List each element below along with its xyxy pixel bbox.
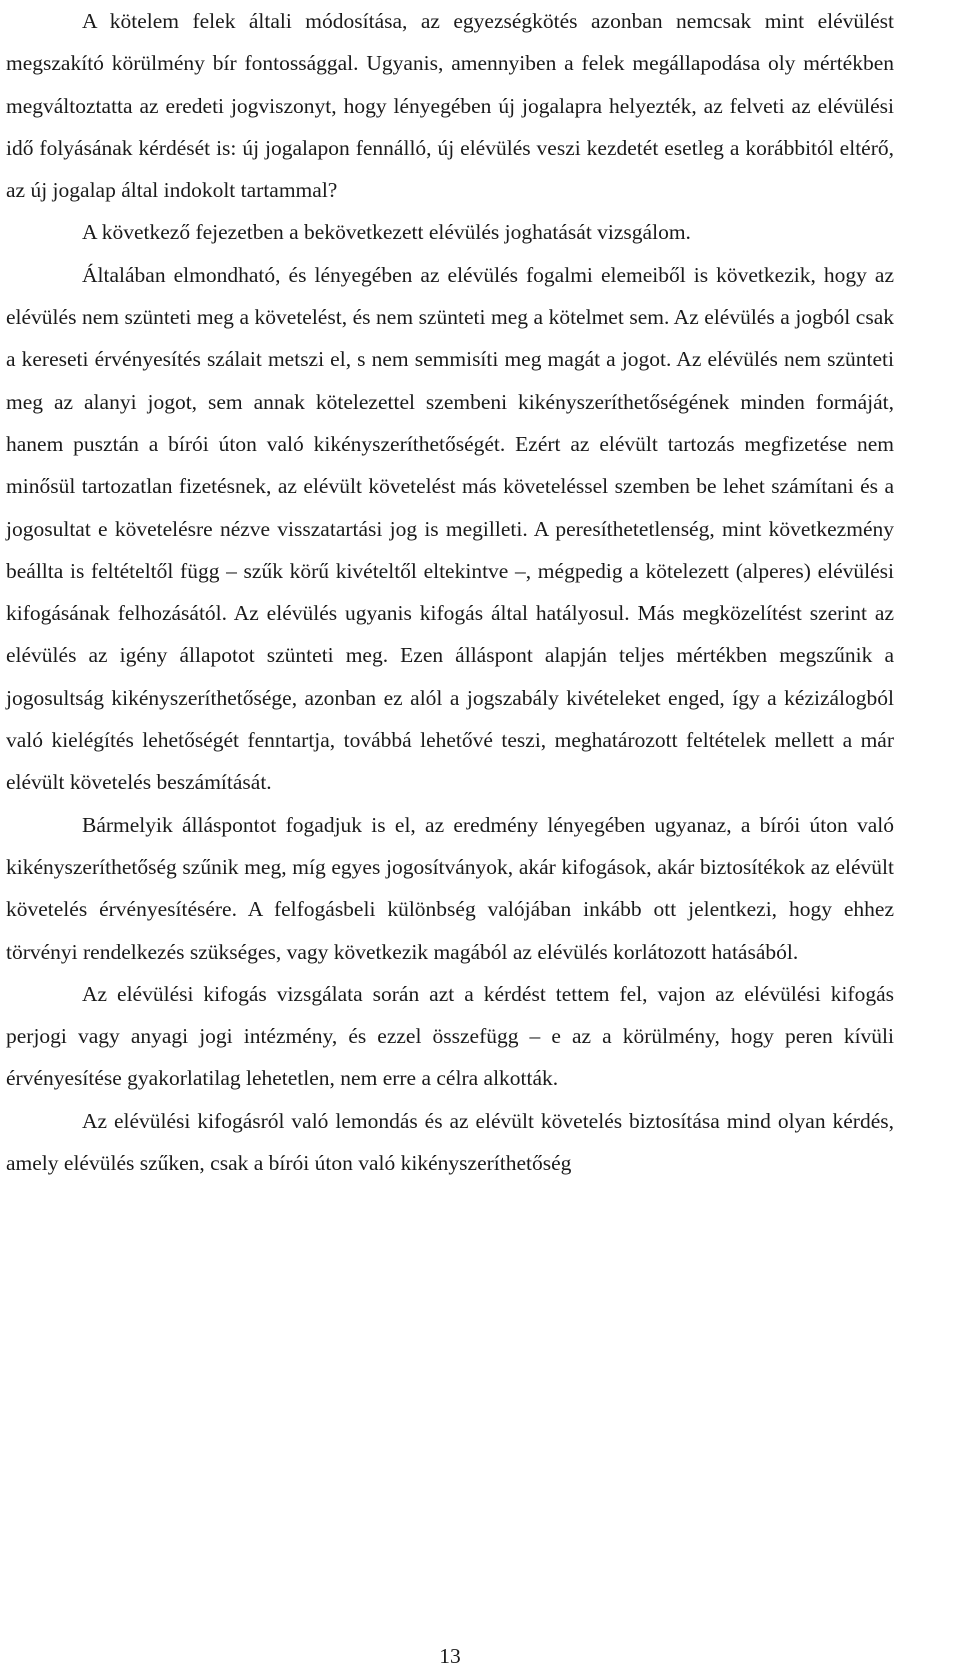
document-body xyxy=(6,0,894,1184)
page-number: 13 xyxy=(439,1644,461,1668)
paragraph-either-view: Bármelyik álláspontot fogadjuk is el, az eredmény lényegében ugyanaz, a bírói úton való kikényszeríthetőség szűnik meg, míg egyes jogosítványok, akár kifogások, akár biztosítékok az elévült követelés érvényesítésére. A felfogásbeli különbség valójában inkább ott jelentkezi, hogy ehhez törvényi rendelkezés szükséges, vagy következik magából az elévülés korlátozott hatásából. xyxy=(6,812,894,964)
paragraph-waiver-of-objection: Az elévülési kifogásról való lemondás és az elévült követelés biztosítása mind olyan kérdés, amely elévülés szűken, csak a bírói úton való kikényszeríthetőség xyxy=(6,1108,894,1176)
paragraph-contract-modification: A kötelem felek általi módosítása, az egyezségkötés azonban nemcsak mint elévülést megszakító körülmény bír fontossággal. Ugyanis, amennyiben a felek megállapodása oly mértékben megváltoztatta az eredeti jogviszonyt, hogy lényegében új jogalapra helyezték, az felveti az elévülési idő folyásának kérdését is: új jogalapon fennálló, új elévülés veszi kezdetét esetleg a korábbitól eltérő, az új jogalap által indokolt tartammal? xyxy=(6,9,894,203)
paragraph-next-chapter: A következő fejezetben a bekövetkezett elévülés joghatását vizsgálom. xyxy=(82,220,691,245)
paragraph-legal-effect: Általában elmondható, és lényegében az elévülés fogalmi elemeiből is következik, hogy az elévülés nem szünteti meg a követelést, és nem szünteti meg a kötelmet sem. Az elévülés a jogból csak a kereseti érvényesítés szálait metszi el, s nem semmisíti meg magát a jogot. Az elévülés nem szünteti meg az alanyi jogot, sem annak kötelezettel szembeni kikényszeríthetőségének minden formáját, hanem pusztán a bírói úton való kikényszeríthetőségét. Ezért az elévült tartozás megfizetése nem minősül tartozatlan fizetésnek, az elévült követelést más követeléssel szemben be lehet számítani és a jogosultat e követelésre nézve visszatartási jog is megilleti. A peresíthetetlenség, mint következmény beállta is feltételtől függ – szűk körű kivételtől eltekintve –, mégpedig a kötelezett (alperes) elévülési kifogásának felhozásától. Az elévülés ugyanis kifogás által hatályosul. Más megközelítést szerint az elévülés az igény állapotot szünteti meg. Ezen álláspont alapján teljes mértékben megszűnik a jogosultság kikényszeríthetősége, azonban ez alól a jogszabály kivételeket enged, így a kézizálogból való kielégítés lehetőségét fenntartja, továbbá lehetővé teszi, meghatározott feltételek mellett a már elévült követelés beszámítását. xyxy=(6,262,894,795)
paragraph-objection-examination: Az elévülési kifogás vizsgálata során azt a kérdést tettem fel, vajon az elévülési kifogás perjogi vagy anyagi jogi intézmény, és ezzel összefügg – e az a körülmény, hogy peren kívüli érvényesítése gyakorlatilag lehetetlen, nem erre a célra alkották. xyxy=(6,981,894,1091)
